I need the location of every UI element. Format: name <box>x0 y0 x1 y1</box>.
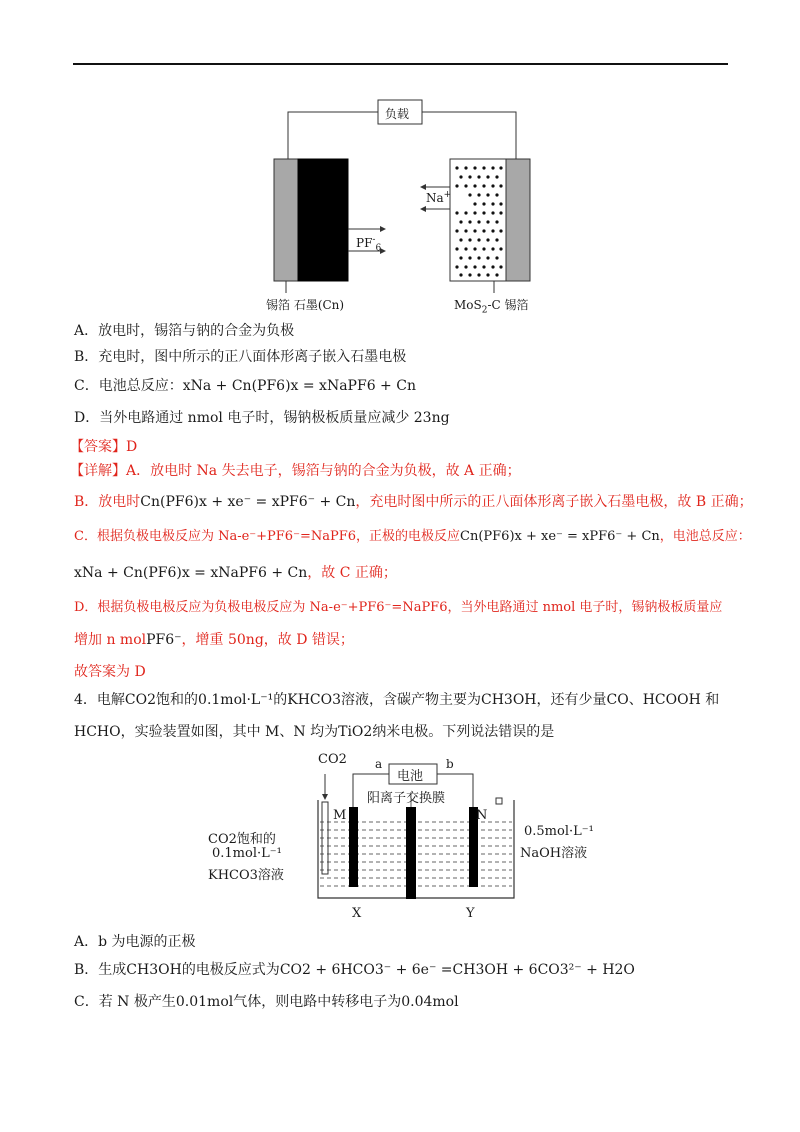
left-electrode-caption: 锡箔 石墨(Cn) <box>266 298 345 312</box>
terminal-b-label: b <box>446 757 454 771</box>
right-solution-label-2: NaOH溶液 <box>520 846 588 861</box>
co2-label: CO2 <box>318 752 347 767</box>
detail-d2: 增加 n molPF6⁻，增重 50ng，故 D 错误； <box>74 632 354 648</box>
terminal-a-label: a <box>375 757 383 771</box>
right-electrode-caption: MoS$_2$-C 锡箔 <box>454 298 529 316</box>
q4-stem-line1: 4．电解CO2饱和的0.1mol·L⁻¹的KHCO3溶液，含碳产物主要为CH3OH，还有少量CO、HCOOH 和 <box>74 692 720 708</box>
na-arrowhead-2 <box>420 206 426 212</box>
q3-option-a: A．放电时，锡箔与钠的合金为负极 <box>74 323 295 339</box>
right-solution-label-1: 0.5mol·L⁻¹ <box>524 824 594 839</box>
battery-figure <box>260 95 560 315</box>
detail-c1: C．根据负极电极反应为 Na-e⁻+PF6⁻=NaPF6，正极的电极反应Cn(PF6)x + xe⁻ = xPF6⁻ + Cn，电池总反应： <box>74 529 751 544</box>
answer-label: 【答案】D <box>70 439 138 455</box>
q3-option-c: C．电池总反应：xNa + Cn(PF6)x = xNaPF6 + Cn <box>74 378 416 394</box>
load-label: 负载 <box>385 107 410 121</box>
battery-label: 电池 <box>397 769 424 784</box>
electrode-n-label: N <box>476 808 488 823</box>
detail-b: B．放电时Cn(PF6)x + xe⁻ = xPF6⁻ + Cn，充电时图中所示的正八面体形离子嵌入石墨电极，故 B 正确； <box>74 494 753 510</box>
wire-left <box>288 112 378 159</box>
label-y: Y <box>466 906 475 921</box>
detail-a: 【详解】A．放电时 Na 失去电子，锡箔与钠的合金为负极，故 A 正确； <box>70 463 521 479</box>
header-rule <box>73 63 728 65</box>
membrane <box>406 807 416 899</box>
left-solution-label-3: KHCO3溶液 <box>208 868 284 883</box>
membrane-label: 阳离子交换膜 <box>367 791 446 806</box>
graphite-electrode <box>298 159 348 281</box>
tin-foil-right <box>506 159 530 281</box>
final-answer: 故答案为 D <box>74 664 146 680</box>
q4-option-a: A．b 为电源的正极 <box>74 934 196 950</box>
q4-option-c: C．若 N 极产生0.01mol气体，则电路中转移电子为0.04mol <box>74 994 459 1010</box>
na-arrowhead-1 <box>420 184 426 190</box>
na-label: Na+ <box>426 190 452 205</box>
left-solution-label-2: 0.1mol·L⁻¹ <box>212 846 282 861</box>
q3-option-d: D．当外电路通过 nmol 电子时，锡钠极板质量应减少 23ng <box>74 410 450 426</box>
wire-right <box>422 112 516 159</box>
detail-d1: D．根据负极电极反应为负极电极反应为 Na-e⁻+PF6⁻=NaPF6，当外电路通过 nmol 电子时，锡钠极板质量应 <box>74 600 723 615</box>
q4-stem-line2: HCHO，实验装置如图，其中 M、N 均为TiO2纳米电极。下列说法错误的是 <box>74 724 555 740</box>
detail-c2: xNa + Cn(PF6)x = xNaPF6 + Cn，故 C 正确； <box>74 565 397 581</box>
electrode-m-label: M <box>333 808 347 823</box>
left-solution-label-1: CO2饱和的 <box>208 832 276 847</box>
co2-arrowhead <box>322 794 328 800</box>
electrode-m <box>349 807 358 887</box>
tin-foil-left <box>274 159 298 281</box>
q3-option-c-formula: xNa + Cn(PF6)x = xNaPF6 + Cn <box>182 378 416 394</box>
q4-option-b: B．生成CH3OH的电极反应式为CO2 + 6HCO3⁻ + 6e⁻ =CH3OH + 6CO3²⁻ + H2O <box>74 962 635 978</box>
pf6-arrowhead-1 <box>380 226 386 232</box>
pf6-label: $PF^-_6$ <box>356 235 382 254</box>
q3-option-b: B．充电时，图中所示的正八面体形离子嵌入石墨电极 <box>74 349 407 365</box>
label-x: X <box>352 906 362 921</box>
q4-option-b-formula: CO2 + 6HCO3⁻ + 6e⁻ =CH3OH + 6CO3²⁻ + H2O <box>279 962 635 978</box>
